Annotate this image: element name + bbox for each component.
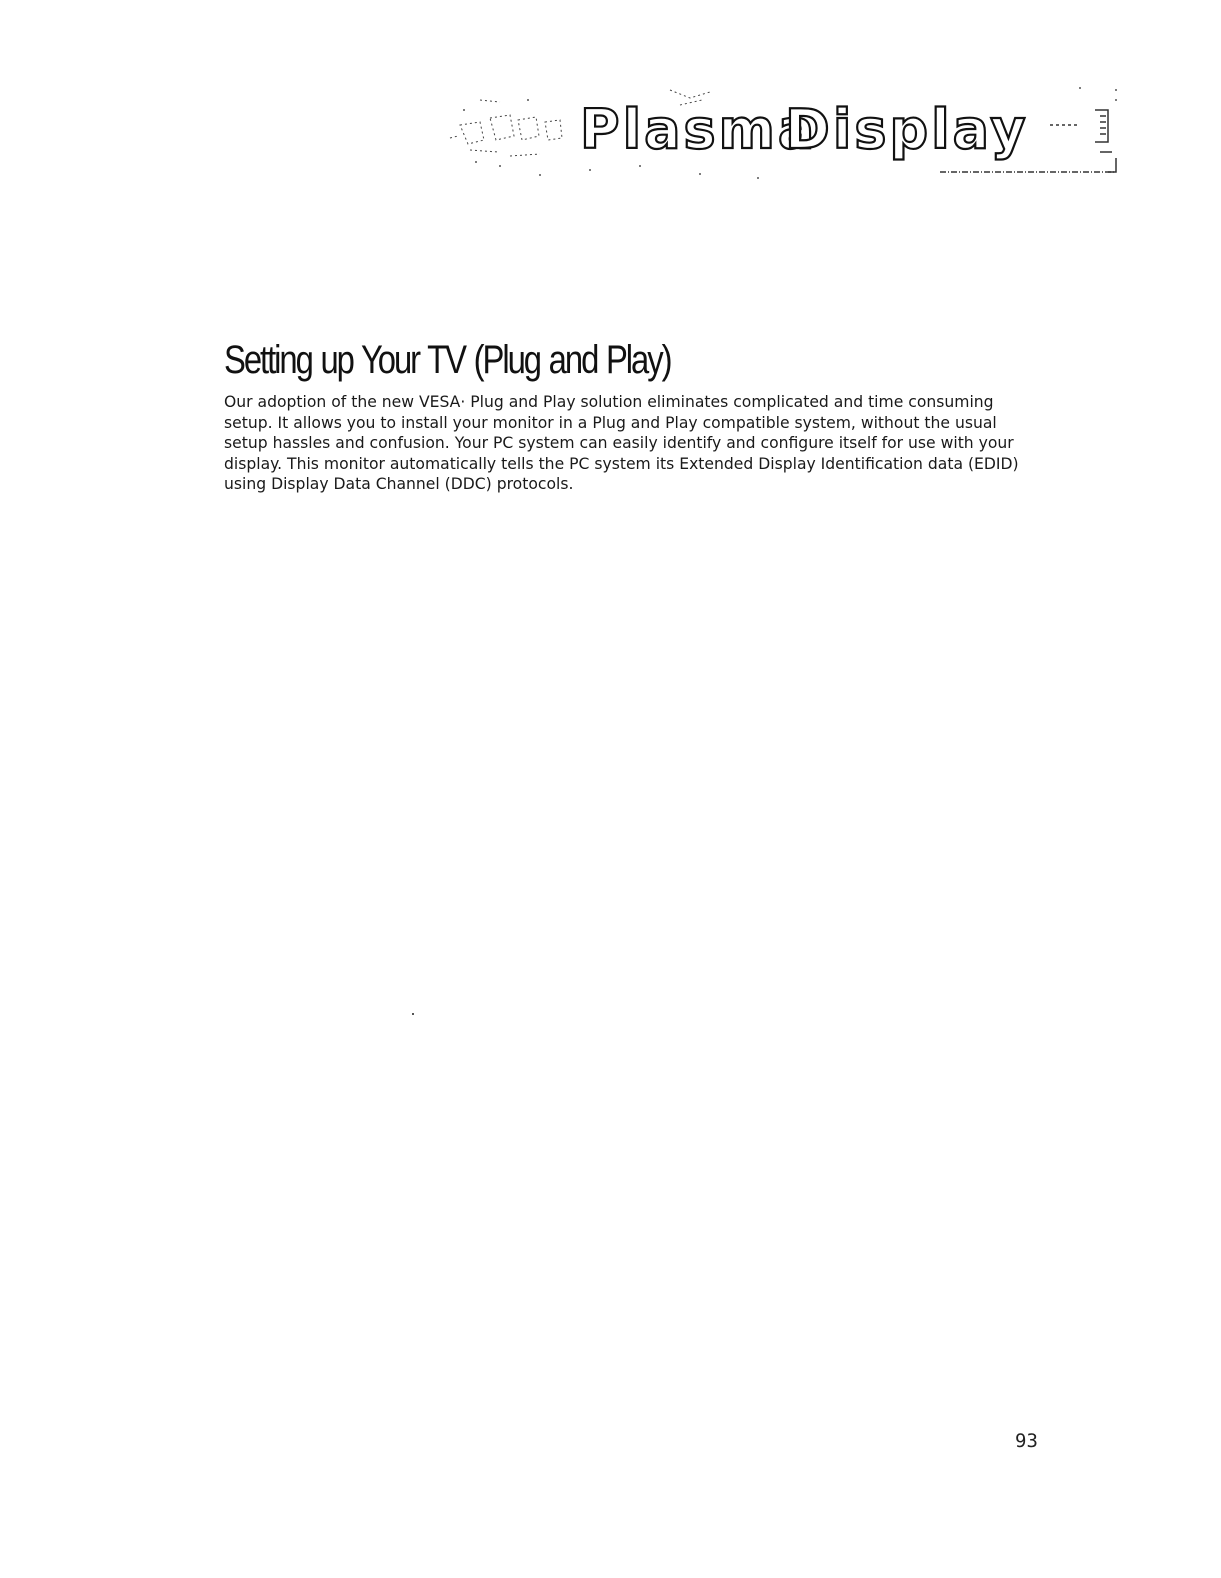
banner-word-plasma: Plasma (580, 98, 818, 161)
header-banner (440, 70, 1130, 190)
scan-speck (412, 1013, 414, 1015)
banner-corner-ornament (1050, 110, 1116, 172)
section-paragraph: Our adoption of the new VESA· Plug and Play solution eliminates complicated and time consuming setup. It allows you to install your monitor in a Plug and Play compatible system, without the usual setup hassles and confusion. Your PC system can easily identify and configure itself for use with your display. This monitor automatically tells the PC system its Extended Display Identification data (EDID) using Display Data Channel (DDC) protocols. (224, 393, 1019, 494)
section-title: Setting up Your TV (Plug and Play) (224, 338, 671, 382)
page-number: 93 (1015, 1430, 1038, 1452)
banner-word-display: Display (785, 98, 1029, 161)
